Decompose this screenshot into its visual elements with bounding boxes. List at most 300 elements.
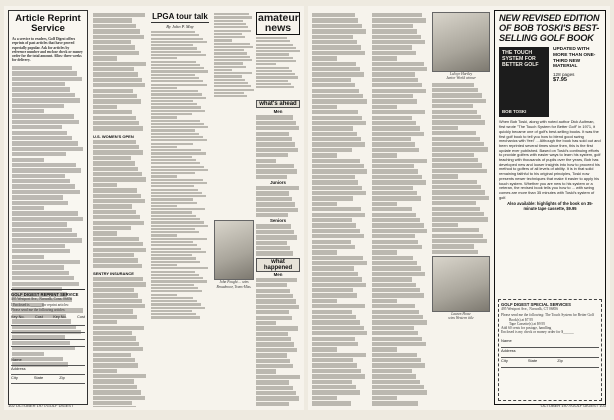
text-line <box>151 215 196 217</box>
text-line <box>151 290 202 292</box>
text-line <box>151 264 177 266</box>
text-line <box>93 89 133 93</box>
section-juniors: Juniors <box>270 180 286 185</box>
left-folio: 102 OCTOBER 1977/GOLF DIGEST <box>8 403 74 408</box>
text-line <box>372 56 397 60</box>
text-line <box>151 146 177 148</box>
text-line <box>256 148 298 152</box>
book-cover-title: THE TOUCH SYSTEM FOR BETTER GOLF <box>502 50 539 69</box>
order-city-field[interactable] <box>501 358 599 368</box>
text-line <box>151 116 177 118</box>
text-line <box>256 159 276 163</box>
text-line <box>312 196 353 200</box>
section-men-results: Men <box>273 271 283 277</box>
text-line <box>214 26 248 28</box>
text-line <box>12 125 62 129</box>
text-line <box>312 164 364 168</box>
text-line <box>93 72 138 76</box>
text-line <box>151 152 206 154</box>
text-line <box>312 326 364 330</box>
text-line <box>256 80 288 82</box>
text-line <box>151 136 203 138</box>
text-line <box>312 385 356 389</box>
text-line <box>312 347 337 351</box>
text-line <box>256 299 296 303</box>
text-line <box>151 185 194 187</box>
text-line <box>372 180 426 184</box>
text-line <box>432 93 482 97</box>
text-line <box>214 36 245 38</box>
text-line <box>151 238 207 240</box>
form-line[interactable] <box>11 333 85 340</box>
text-line <box>214 82 248 84</box>
text-line <box>256 348 297 352</box>
text-line <box>214 56 250 58</box>
text-line <box>372 363 425 367</box>
text-line <box>151 294 177 296</box>
text-line <box>372 234 415 238</box>
text-line <box>151 97 206 99</box>
text-line <box>432 126 458 130</box>
text-line <box>151 87 177 89</box>
text-line <box>312 13 355 17</box>
text-line <box>372 310 419 314</box>
text-line <box>12 147 83 151</box>
text-line <box>214 62 243 64</box>
text-line <box>151 182 207 184</box>
whats-ahead-heading: what's ahead <box>256 100 300 108</box>
text-line <box>372 132 424 136</box>
text-line <box>93 288 134 292</box>
text-line <box>151 218 200 220</box>
text-line <box>151 143 193 145</box>
text-line <box>432 228 479 232</box>
text-line <box>256 202 295 206</box>
section-men: Men <box>273 109 283 115</box>
text-line <box>312 401 351 405</box>
text-line <box>151 297 193 299</box>
form-line[interactable] <box>11 340 85 347</box>
text-line <box>214 46 253 48</box>
text-line <box>432 190 485 194</box>
text-line <box>256 208 298 212</box>
text-line <box>372 299 397 303</box>
text-line <box>312 320 360 324</box>
text-line <box>432 180 477 184</box>
address-field[interactable] <box>11 366 85 375</box>
text-line <box>93 51 139 55</box>
text-line <box>312 159 360 163</box>
key-label: Key No. <box>11 314 25 319</box>
text-line <box>93 121 139 125</box>
text-line <box>151 57 177 59</box>
text-line <box>93 105 117 109</box>
text-line <box>12 201 68 205</box>
text-line <box>312 132 357 136</box>
text-line <box>312 105 337 109</box>
text-line <box>432 142 484 146</box>
lpga-body <box>151 31 209 319</box>
text-line <box>93 353 131 357</box>
text-line <box>372 266 421 270</box>
ad-order-form[interactable] <box>498 299 602 401</box>
text-line <box>256 251 293 255</box>
text-line <box>93 320 117 324</box>
text-line <box>93 183 117 187</box>
text-line <box>312 148 352 152</box>
text-line <box>372 78 418 82</box>
text-line <box>256 396 299 400</box>
text-line <box>151 44 193 46</box>
text-line <box>151 313 196 315</box>
text-line <box>372 240 418 244</box>
money-list-top <box>93 13 147 131</box>
text-line <box>151 106 201 108</box>
form-line[interactable] <box>11 319 85 326</box>
text-line <box>372 62 424 66</box>
text-line <box>372 121 416 125</box>
text-line <box>151 70 208 72</box>
text-line <box>256 364 293 368</box>
text-line <box>256 289 290 293</box>
text-line <box>93 242 143 246</box>
page-count: 128 pages <box>553 71 575 77</box>
text-line <box>372 385 424 389</box>
text-line <box>93 116 136 120</box>
text-line <box>312 62 356 66</box>
text-line <box>151 162 200 164</box>
text-line <box>256 337 291 341</box>
text-line <box>151 31 195 33</box>
text-line <box>256 235 297 239</box>
text-line <box>372 159 427 163</box>
city-state-zip-field[interactable] <box>11 375 85 384</box>
us-womens-open-heading: U.S. WOMEN'S OPEN <box>93 133 134 139</box>
text-line <box>12 141 78 145</box>
text-line <box>372 186 413 190</box>
text-line <box>151 284 194 286</box>
text-line <box>312 40 357 44</box>
text-line <box>256 310 289 314</box>
whats-ahead-men <box>256 115 300 179</box>
text-line <box>214 66 246 68</box>
text-line <box>372 256 413 260</box>
text-line <box>312 207 361 211</box>
text-line <box>151 47 197 49</box>
text-line <box>432 174 458 178</box>
text-line <box>12 271 69 275</box>
text-line <box>93 347 143 351</box>
text-line <box>312 180 358 184</box>
text-line <box>151 202 197 204</box>
text-line <box>151 228 195 230</box>
text-line <box>12 260 80 264</box>
text-line <box>372 229 427 233</box>
text-line <box>372 380 420 384</box>
text-line <box>93 248 146 252</box>
name-field[interactable] <box>11 357 85 366</box>
text-line <box>256 137 292 141</box>
text-line <box>214 49 244 51</box>
text-line <box>312 229 360 233</box>
text-line <box>12 190 80 194</box>
text-line <box>312 67 360 71</box>
text-line <box>312 29 366 33</box>
text-line <box>312 331 367 335</box>
text-line <box>151 172 195 174</box>
text-line <box>256 121 296 125</box>
text-line <box>256 369 276 373</box>
text-line <box>151 300 197 302</box>
text-line <box>93 204 132 208</box>
text-line <box>372 353 417 357</box>
text-line <box>372 126 420 130</box>
text-line <box>432 153 474 157</box>
text-line <box>93 188 137 192</box>
cost-label: Cost <box>34 314 43 319</box>
text-line <box>151 123 204 125</box>
money-list-column <box>93 12 147 407</box>
text-line <box>93 161 135 165</box>
text-line <box>372 51 416 55</box>
text-line <box>372 40 425 44</box>
whats-happened-results <box>256 278 300 407</box>
text-line <box>312 110 358 114</box>
text-line <box>214 85 251 87</box>
order-name-field[interactable] <box>501 338 599 348</box>
text-line <box>312 218 352 222</box>
text-line <box>432 223 458 227</box>
text-line <box>12 120 79 124</box>
text-line <box>93 326 144 330</box>
ad-body: When Bob Toski, along with noted author Dick Aultman, first wrote "The Touch System for Better Golf" in 1971, it quickly became one of golf's best-selling books. It was the first golf book to tell you how to blend good swing mechanics with 'feel' ... Although the book has sold out and been reprinted several times since then, this is the first update ever published. Based on Toski's continuing efforts to provide golfers with easier ways to learn his system, golf teaching with thousands of pupils over the years, Bob has developed new and looser insights into how to proceed his method to golfers of all levels of ability. It is in that solid remaining faithful to his original principles, Toski now presents newer techniques that make it easier to apply his touch system. Whether you are new to his system or a veteran, the revised book tells you how to ... with swing comes are more than 35 minutes with Toski's system of golf. <box>499 119 601 200</box>
text-line <box>93 221 144 225</box>
text-line <box>12 158 44 162</box>
text-line <box>312 99 367 103</box>
text-line <box>151 208 205 210</box>
city-label: City <box>11 374 18 380</box>
text-line <box>312 369 361 373</box>
text-line <box>256 142 295 146</box>
order-address-field[interactable] <box>501 348 599 358</box>
text-line <box>312 191 366 195</box>
text-line <box>151 61 196 63</box>
text-line <box>12 77 82 81</box>
text-line <box>12 93 75 97</box>
text-line <box>256 63 276 65</box>
text-line <box>312 283 366 287</box>
form-line[interactable] <box>11 326 85 333</box>
text-line <box>93 56 117 60</box>
text-line <box>372 218 420 222</box>
text-line <box>256 294 293 298</box>
text-line <box>12 136 72 140</box>
text-line <box>312 358 353 362</box>
text-line <box>372 94 413 98</box>
text-line <box>312 94 363 98</box>
text-line <box>256 332 288 336</box>
text-line <box>214 89 254 91</box>
text-line <box>93 126 143 130</box>
text-line <box>151 211 192 213</box>
text-line <box>312 169 367 173</box>
book-cover <box>499 47 549 117</box>
text-line <box>151 156 192 158</box>
text-line <box>151 280 207 282</box>
text-line <box>432 115 481 119</box>
text-line <box>256 50 300 52</box>
text-line <box>312 51 365 55</box>
text-line <box>312 245 355 249</box>
text-line <box>312 18 358 22</box>
text-line <box>151 84 207 86</box>
text-line <box>432 244 474 248</box>
text-line <box>151 248 201 250</box>
text-line <box>312 315 356 319</box>
results-list-2 <box>372 13 428 407</box>
text-line <box>372 35 421 39</box>
text-line <box>312 121 366 125</box>
text-line <box>12 228 72 232</box>
text-line <box>151 77 199 79</box>
text-line <box>151 113 192 115</box>
text-line <box>214 69 232 71</box>
text-line <box>93 253 134 257</box>
text-line <box>312 223 356 227</box>
text-line <box>372 83 422 87</box>
key-label: Key No. <box>53 314 67 319</box>
whats-happened-heading: what happened <box>256 258 300 272</box>
text-line <box>12 168 81 172</box>
updated-note: UPDATED WITH MORE THAN ONE-THIRD NEW MATERIAL <box>553 47 596 70</box>
text-line <box>312 310 352 314</box>
text-line <box>432 207 480 211</box>
amateur-title: amateur news <box>258 12 299 34</box>
lpga-byline: By John P. May <box>166 24 194 29</box>
reprint-order-form[interactable] <box>11 289 85 384</box>
text-line <box>256 359 290 363</box>
text-line <box>12 244 65 248</box>
text-line <box>12 82 65 86</box>
text-line <box>372 191 417 195</box>
text-line <box>312 186 362 190</box>
text-line <box>372 326 414 330</box>
text-line <box>256 73 295 75</box>
order-line-1: Please send me the following: The Touch System for Better Golf <box>501 313 595 318</box>
text-line <box>12 206 44 210</box>
text-line <box>432 104 473 108</box>
text-line <box>256 230 294 234</box>
zip-label: Zip <box>59 374 65 380</box>
order-line-3[interactable]: Tape Cassette(s) at $9.95 <box>509 321 546 326</box>
text-line <box>93 293 138 297</box>
text-line <box>151 241 193 243</box>
text-line <box>432 83 474 87</box>
text-line <box>256 321 276 325</box>
text-line <box>12 98 80 102</box>
text-line <box>93 369 117 373</box>
text-line <box>93 94 137 98</box>
text-line <box>93 406 136 407</box>
text-line <box>432 239 487 243</box>
text-line <box>151 195 206 197</box>
text-line <box>151 251 206 253</box>
amateur-news-column <box>214 12 300 407</box>
text-line <box>93 304 145 308</box>
text-line <box>93 401 132 405</box>
order-address: 495 Westport Ave., Norwalk, CT 06856 <box>501 307 559 311</box>
money-list-mid <box>93 140 147 268</box>
text-line <box>151 64 200 66</box>
text-line <box>312 380 352 384</box>
text-line <box>214 59 252 61</box>
reprint-form-numbers: Please send me the following articles: <box>11 307 66 312</box>
text-line <box>372 369 412 373</box>
text-line <box>12 265 64 269</box>
text-line <box>256 375 300 379</box>
text-line <box>312 83 355 87</box>
name-label: Name <box>11 356 22 362</box>
text-line <box>312 261 367 265</box>
text-line <box>372 277 412 281</box>
text-line <box>312 78 351 82</box>
order-line-2[interactable]: Book(s) at $7.95 <box>509 317 534 322</box>
text-line <box>256 197 292 201</box>
text-line <box>151 120 200 122</box>
text-line <box>12 163 76 167</box>
text-line <box>151 166 204 168</box>
text-line <box>312 250 337 254</box>
text-line <box>312 35 353 39</box>
text-line <box>214 79 245 81</box>
text-line <box>93 215 140 219</box>
text-line <box>12 195 63 199</box>
text-line <box>372 89 426 93</box>
text-line <box>93 110 132 114</box>
john-fought-photo <box>214 220 254 280</box>
text-line <box>372 18 426 22</box>
text-line <box>312 299 337 303</box>
reprint-intro: As a service to readers, Golf Digest offers reprints of past articles that have proved especially popular. Ask for articles by reference number and enclose check or money order for the total amount. Allow three weeks for delivery. <box>12 37 83 63</box>
text-line <box>12 71 77 75</box>
text-line <box>214 16 252 18</box>
text-line <box>256 283 287 287</box>
text-line <box>93 177 146 181</box>
text-line <box>256 60 296 62</box>
amateur-intro-left <box>214 13 254 97</box>
text-line <box>151 221 204 223</box>
text-line <box>151 274 199 276</box>
text-line <box>214 95 247 97</box>
text-line <box>312 363 357 367</box>
text-line <box>151 234 177 236</box>
text-line <box>372 24 413 28</box>
text-line <box>372 169 418 173</box>
text-line <box>93 99 141 103</box>
text-line <box>93 309 133 313</box>
text-line <box>151 257 196 259</box>
text-line <box>93 385 137 389</box>
text-line <box>256 305 299 309</box>
reprint-form-address: 495 Westport Ave., Norwalk, Conn. 06856 <box>11 297 73 301</box>
text-line <box>312 256 363 260</box>
text-line <box>93 18 132 22</box>
text-line <box>312 277 362 281</box>
text-line <box>151 231 199 233</box>
text-line <box>372 67 427 71</box>
order-state-label: State <box>527 357 538 363</box>
text-line <box>151 316 200 318</box>
